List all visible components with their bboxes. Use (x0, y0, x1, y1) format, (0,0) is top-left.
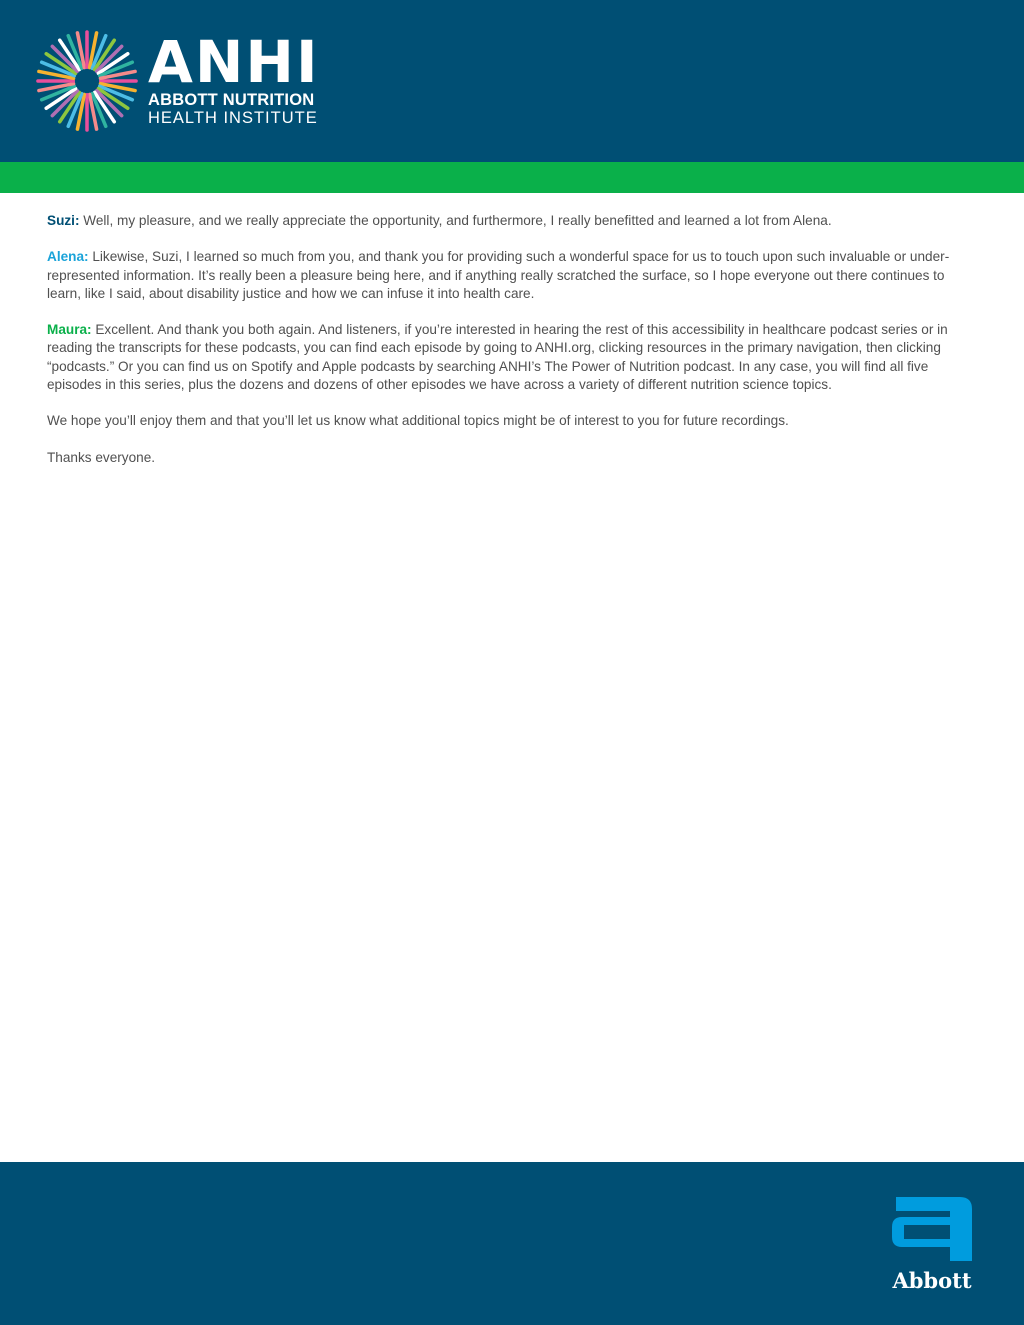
paragraph-text: Likewise, Suzi, I learned so much from you, and thank you for providing such a wonderful space for us to touch upon such invaluable or under-represented information. It’s really been a pleasure being here, and if anything really scratched the surface, so I hope everyone out there continues to learn, like I said, about disability justice and how we can infuse it into health care. (47, 249, 950, 301)
transcript-paragraph (47, 449, 972, 467)
anhi-logo (148, 28, 320, 127)
page-footer (0, 1162, 1024, 1325)
transcript-paragraph (47, 212, 972, 230)
anhi-burst-logo-icon (36, 30, 138, 132)
logo-line-2: HEALTH INSTITUTE (148, 109, 318, 127)
transcript-paragraph (47, 412, 972, 430)
paragraph-text: Excellent. And thank you both again. And listeners, if you’re interested in hearing the rest of this accessibility in healthcare podcast series or in reading the transcripts for these podcasts, you can find each episode by going to ANHI.org, clicking resources in the primary navigation, then clicking “podcasts.” Or you can find us on Spotify and Apple podcasts by searching ANHI’s The Power of Nutrition podcast. In any case, you will find all five episodes in this series, plus the dozens and dozens of other episodes we have across a variety of different nutrition science topics. (47, 322, 948, 392)
logo-abbreviation: ANHI (148, 28, 320, 96)
transcript-paragraph (47, 248, 972, 303)
transcript-body (47, 212, 972, 485)
abbott-wordmark: Abbott (892, 1268, 972, 1293)
paragraph-text: Well, my pleasure, and we really appreciate the opportunity, and furthermore, I really benefitted and learned a lot from Alena. (83, 213, 832, 228)
speaker-label: Alena: (47, 249, 89, 265)
transcript-paragraph (47, 321, 972, 394)
logo-line-1: ABBOTT NUTRITION (148, 91, 315, 109)
paragraph-text: We hope you’ll enjoy them and that you’ll let us know what additional topics might be of interest to you for future recordings. (47, 413, 789, 429)
speaker-label: Maura: (47, 322, 92, 338)
abbott-logo-icon (890, 1197, 974, 1261)
page-header (0, 0, 1024, 162)
green-accent-band (0, 162, 1024, 193)
paragraph-text: Thanks everyone. (47, 449, 156, 465)
speaker-label: Suzi: (47, 213, 80, 228)
